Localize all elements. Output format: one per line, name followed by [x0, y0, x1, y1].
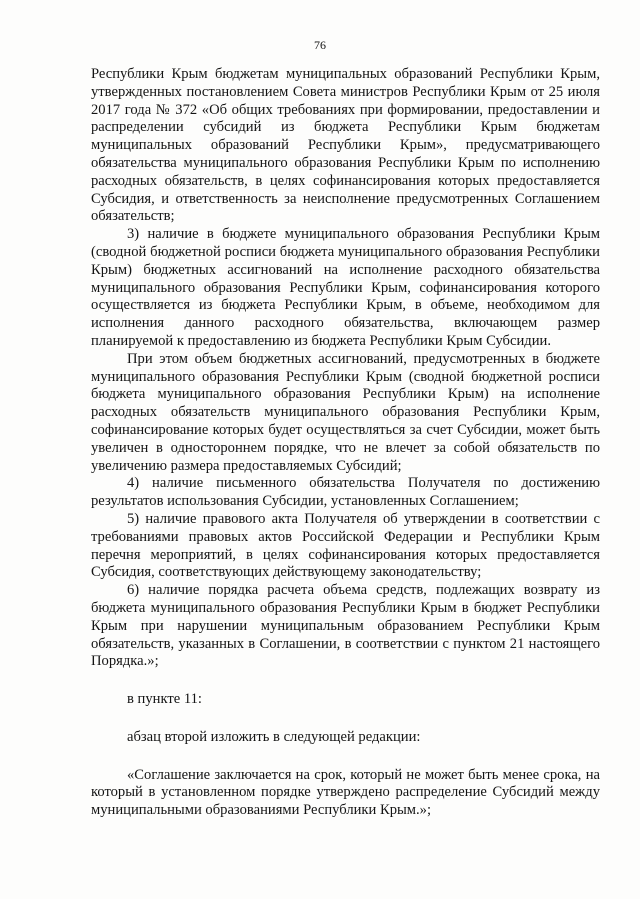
paragraph-item-3: 3) наличие в бюджете муниципального образования Республики Крым (сводной бюджетной росписи бюджета муниципального образования Республики Крым) бюджетных ассигнований на исполнение расходного обязательства муниципального образования Республики Крым, софинансирования которого осуществляется из бюджета Республики Крым, в объеме, необходимом для исполнения данного расходного обязательства, включающем размер планируемой к предоставлению из бюджета Республики Крым Субсидии.	[91, 226, 600, 349]
paragraph-item-4: 4) наличие письменного обязательства Получателя по достижению результатов использования Субсидии, установленных Соглашением;	[91, 475, 600, 510]
paragraph-point-11: в пункте 11:	[127, 691, 202, 708]
paragraph-item-6: 6) наличие порядка расчета объема средств, подлежащих возврату из бюджета муниципального образования Республики Крым в бюджет Республики Крым при нарушении муниципальным образованием Республики Крым обязательств, указанных в Соглашении, в соответствии с пунктом 21 настоящего Порядка.»;	[91, 582, 600, 670]
paragraph-continuation: Республики Крым бюджетам муниципальных образований Республики Крым, утвержденных постановлением Совета министров Республики Крым от 25 июля 2017 года № 372 «Об общих требованиях при формировании, предоставлении и распределении субсидий из бюджета Республики Крым бюджетам муниципальных образований Республики Крым», предусматривающего обязательства муниципального образования Республики Крым по исполнению расходных обязательств, в целях софинансирования которых предоставляется Субсидия, и ответственность за неисполнение предусмотренных Соглашением обязательств;	[91, 66, 600, 225]
paragraph-budget-allocations: При этом объем бюджетных ассигнований, предусмотренных в бюджете муниципального образования Республики Крым (сводной бюджетной росписи бюджета муниципального образования Республики Крым) на исполнение расходных обязательств муниципального образования Республики Крым, софинансирование которых будет осуществляться за счет Субсидии, может быть увеличен в одностороннем порядке, что не влечет за собой обязательств по увеличению размера предоставляемых Субсидий;	[91, 350, 600, 474]
document-body	[91, 66, 600, 820]
paragraph-agreement-term: «Соглашение заключается на срок, который не может быть менее срока, на который в установленном порядке утверждено распределение Субсидий между муниципальными образованиями Республики Крым.»;	[91, 766, 600, 819]
paragraph-abzac-second: абзац второй изложить в следующей редакции:	[127, 728, 421, 745]
page-number: 76	[314, 38, 326, 52]
paragraph-item-5: 5) наличие правового акта Получателя об утверждении в соответствии с требованиями правовых актов Российской Федерации и Республики Крым перечня мероприятий, в целях софинансирования которых предоставляется Субсидия, соответствующих действующему законодательству;	[91, 510, 600, 581]
